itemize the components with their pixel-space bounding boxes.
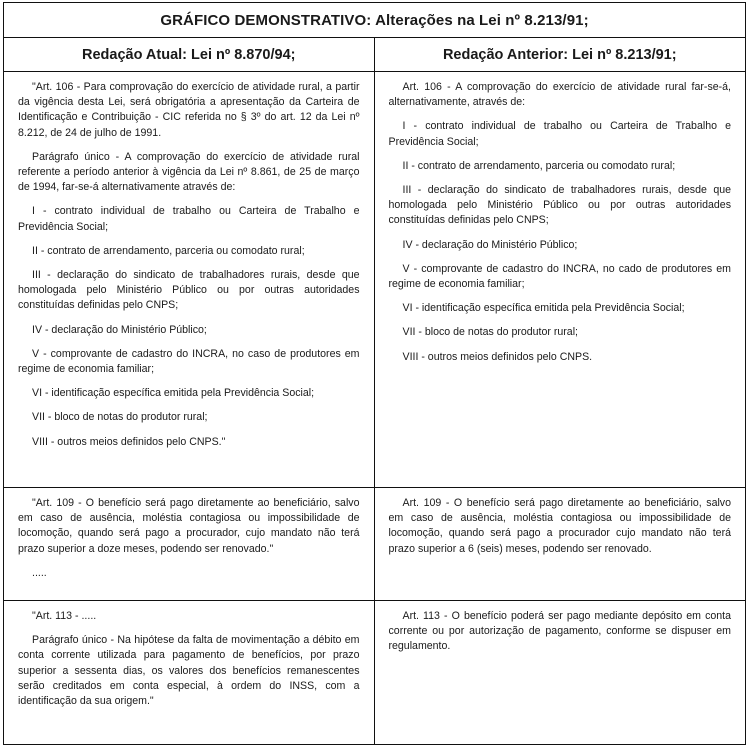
paragraph: V - comprovante de cadastro do INCRA, no caso de produtores em regime de economia familiar; bbox=[18, 347, 360, 376]
paragraph: "Art. 106 - Para comprovação do exercício de atividade rural, a partir da vigência desta Lei, será obrigatória a apresentação da Carteira de Identificação e Contribuição - CIC referida no § 3º do art. 12 da Lei nº 8.212, de 24 de julho de 1991. bbox=[18, 81, 360, 139]
current-text-cell bbox=[4, 601, 375, 744]
paragraph: VII - bloco de notas do produtor rural; bbox=[32, 411, 208, 424]
paragraph: II - contrato de arrendamento, parceria ou comodato rural; bbox=[32, 244, 305, 257]
table-title: GRÁFICO DEMONSTRATIVO: Alterações na Lei nº 8.213/91; bbox=[4, 3, 745, 38]
paragraph: "Art. 109 - O benefício será pago diretamente ao beneficiário, salvo em caso de ausência, moléstia contagiosa ou impossibilidade de locomoção, quando será pago a procurador, cujo mandato não terá prazo superior a doze meses, podendo ser renovado." bbox=[18, 497, 360, 555]
paragraph: V - comprovante de cadastro do INCRA, no cado de produtores em regime de economia familiar; bbox=[388, 262, 731, 291]
paragraph: Parágrafo único - Na hipótese da falta de movimentação a débito em conta corrente utilizada para pagamento de benefícios, por prazo superior a sessenta dias, os valores dos benefícios remanescentes serão creditados em conta especial, à ordem do INSS, com a identificação da sua origem." bbox=[18, 634, 360, 708]
paragraph: VI - identificação específica emitida pela Previdência Social; bbox=[402, 302, 685, 315]
paragraph: IV - declaração do Ministério Público; bbox=[32, 323, 207, 336]
paragraph: I - contrato individual de trabalho ou Carteira de Trabalho e Previdência Social; bbox=[388, 120, 731, 148]
paragraph: "Art. 113 - ..... bbox=[32, 610, 97, 622]
current-text-cell bbox=[4, 72, 375, 487]
column-header-previous: Redação Anterior: Lei nº 8.213/91; bbox=[442, 47, 677, 63]
comparison-table bbox=[3, 2, 746, 745]
header-row bbox=[4, 38, 745, 72]
paragraph: IV - declaração do Ministério Público; bbox=[402, 238, 578, 251]
table-row-art-109 bbox=[4, 488, 745, 601]
paragraph: III - declaração do sindicato de trabalhadores rurais, desde que homologada pelo Ministério Público ou por outras autoridades constituídas definidas pelo CNPS; bbox=[18, 269, 360, 312]
table-row-art-106 bbox=[4, 72, 745, 488]
paragraph: VII - bloco de notas do produtor rural; bbox=[402, 326, 578, 339]
previous-text-cell bbox=[375, 488, 746, 600]
paragraph: Parágrafo único - A comprovação do exercício de atividade rural referente a período anterior à vigência da Lei nº 8.861, de 25 de março de 1994, far-se-á alternativamente através de: bbox=[18, 150, 360, 194]
previous-text-cell bbox=[375, 72, 746, 487]
column-header-current: Redação Atual: Lei nº 8.870/94; bbox=[4, 38, 375, 71]
paragraph: III - declaração do sindicato de trabalhadores rurais, desde que homologada pelo Ministério Público ou por outras autoridades constituídas definidas pelo CNPS; bbox=[388, 184, 731, 227]
current-text-cell bbox=[4, 488, 375, 600]
paragraph: I - contrato individual de trabalho ou Carteira de Trabalho e Previdência Social; bbox=[18, 205, 360, 233]
paragraph: Art. 106 - A comprovação do exercício de atividade rural far-se-á, alternativamente, através de: bbox=[388, 81, 731, 109]
ellipsis-marker: ..... bbox=[32, 566, 47, 579]
paragraph: VIII - outros meios definidos pelo CNPS." bbox=[32, 435, 226, 448]
paragraph: VI - identificação específica emitida pela Previdência Social; bbox=[32, 387, 315, 400]
paragraph: Art. 113 - O benefício poderá ser pago mediante depósito em conta corrente ou por autorização de pagamento, conforme se dispuser em regulamento. bbox=[388, 610, 731, 653]
paragraph: Art. 109 - O benefício será pago diretamente ao beneficiário, salvo em caso de ausência, moléstia contagiosa ou impossibilidade de locomoção, quando será pago a procurador cujo mandato não terá prazo superior a 6 (seis) meses, podendo ser renovado. bbox=[388, 497, 731, 555]
table-row-art-113 bbox=[4, 601, 745, 744]
paragraph: II - contrato de arrendamento, parceria ou comodato rural; bbox=[402, 159, 676, 172]
paragraph: VIII - outros meios definidos pelo CNPS. bbox=[402, 350, 593, 363]
previous-text-cell bbox=[375, 601, 746, 744]
